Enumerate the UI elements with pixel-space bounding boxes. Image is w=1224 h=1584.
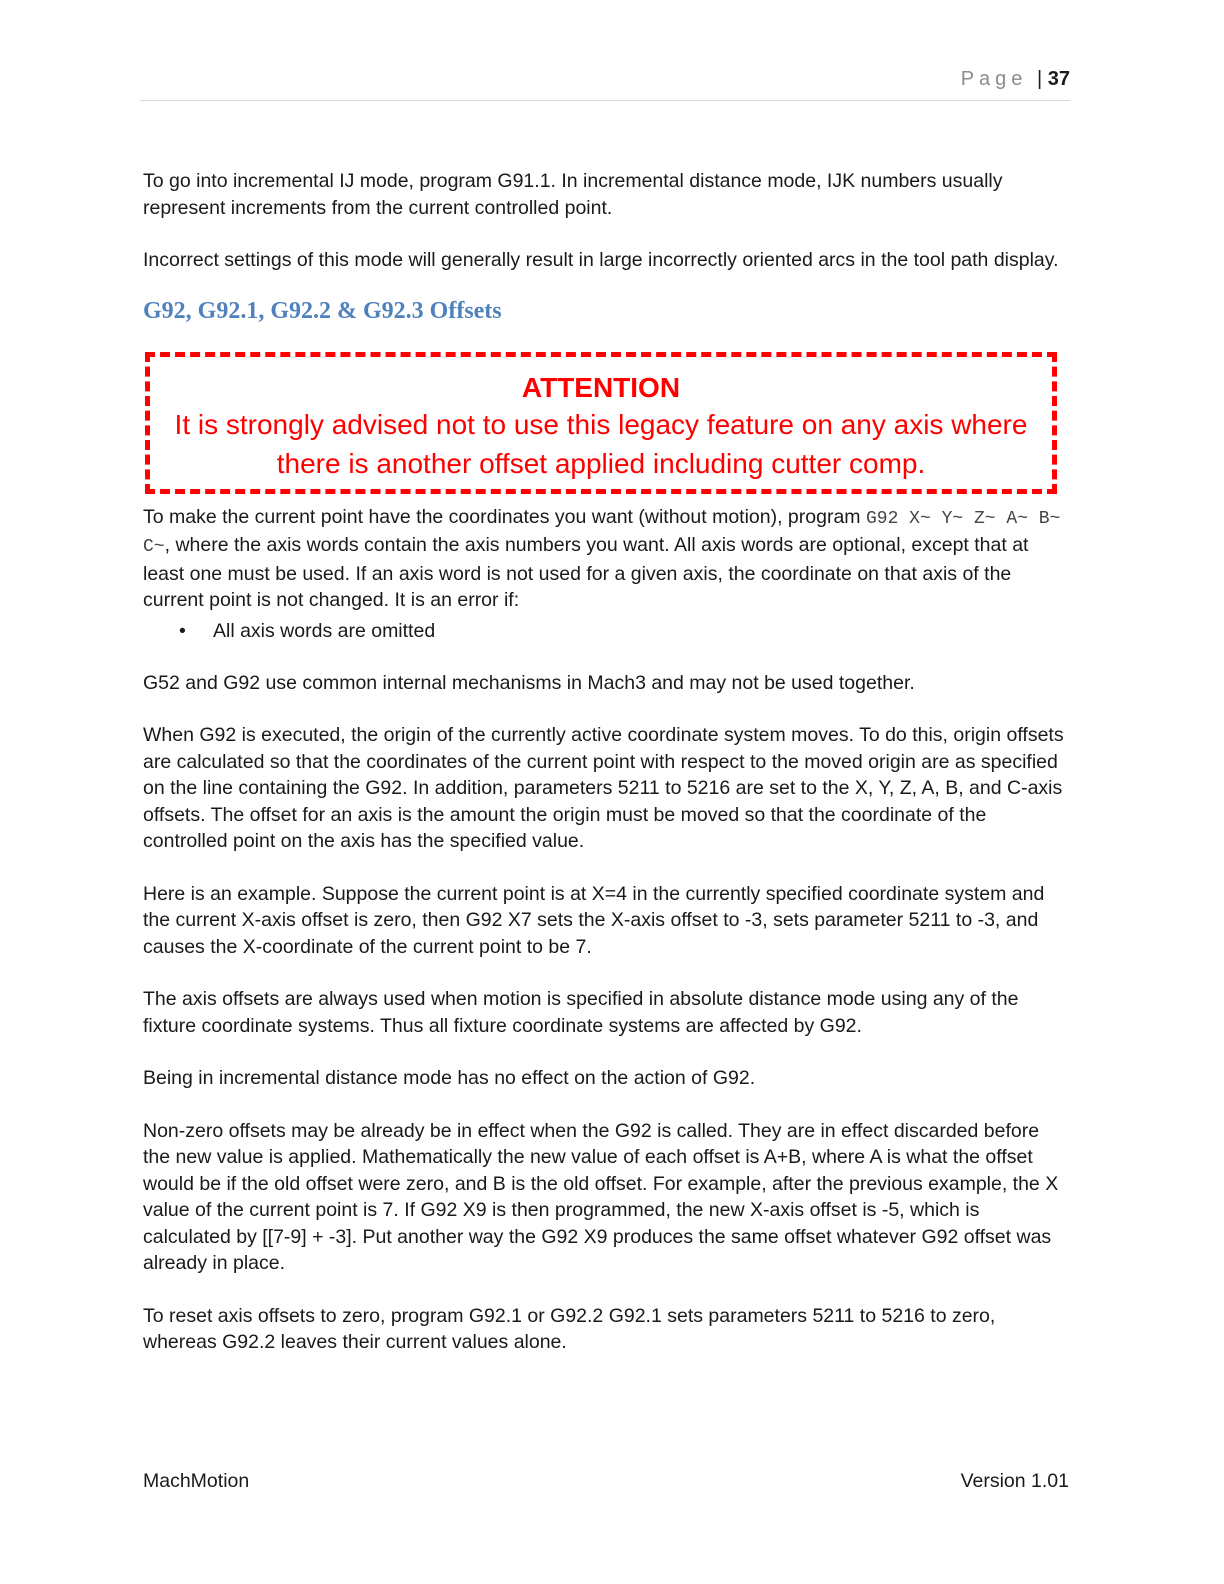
paragraph-g92-executed: When G92 is executed, the origin of the currently active coordinate system moves. To do this, origin offsets are calculated so that the coordinates of the current point with respect to the moved origin are as specified on the line containing the G92. In addition, parameters 5211 to 5216 are set to the X, Y, Z, A, B, and C-axis offsets. The offset for an axis is the amount the origin must be moved so that the coordinate of the controlled point on the axis has the specified value. — [143, 724, 1064, 852]
page-separator: | — [1036, 68, 1043, 90]
error-list — [143, 618, 1068, 644]
page-footer — [143, 1470, 1069, 1493]
page-header — [140, 68, 1070, 101]
paragraph-nonzero-offsets: Non-zero offsets may be already be in effect when the G92 is called. They are in effect discarded before the new value is applied. Mathematically the new value of each offset is A+B, where A is what the offset would be if the old offset were zero, and B is the old offset. For example, after the previous example, the X value of the current point is 7. If G92 X9 is then programmed, the new X-axis offset is -5, which is calculated by [[7-9] + -3]. Put another way the G92 X9 produces the same offset whatever G92 offset was already in place. — [143, 1119, 1059, 1274]
g92-code: G92 X~ Y~ Z~ A~ B~ C~ — [143, 508, 1061, 557]
footer-version: Version 1.01 — [960, 1470, 1069, 1492]
paragraph-incremental-mode: Being in incremental distance mode has no effect on the action of G92. — [143, 1067, 756, 1089]
page-number: 37 — [1047, 68, 1070, 90]
g92-usage-text-after: , where the axis words contain the axis numbers you want. All axis words are optional, except that at least one must be used. If an axis word is not used for a given axis, the coordinate on that axis of the current point is not changed. It is an error if: — [143, 534, 1029, 611]
paragraph-g92-usage — [143, 504, 1068, 614]
attention-title: ATTENTION — [521, 371, 681, 403]
footer-company: MachMotion — [143, 1470, 250, 1492]
attention-box — [145, 352, 1057, 494]
paragraph-reset-offsets: To reset axis offsets to zero, program G92.1 or G92.2 G92.1 sets parameters 5211 to 5216 to zero, whereas G92.2 leaves their current values alone. — [143, 1304, 996, 1353]
attention-body: It is strongly advised not to use this legacy feature on any axis where there is another offset applied including cutter comp. — [174, 408, 1028, 479]
list-item: • All axis words are omitted — [213, 618, 1068, 644]
g92-usage-text-before: To make the current point have the coordinates you want (without motion), program — [143, 505, 866, 528]
paragraph-axis-offsets: The axis offsets are always used when motion is specified in absolute distance mode using any of the fixture coordinate systems. Thus all fixture coordinate systems are affected by G92. — [143, 988, 1019, 1037]
paragraph-g52-g92: G52 and G92 use common internal mechanisms in Mach3 and may not be used together. — [143, 671, 915, 694]
paragraph-example: Here is an example. Suppose the current point is at X=4 in the currently specified coordinate system and the current X-axis offset is zero, then G92 X7 sets the X-axis offset to -3, sets parameter 5211 to -3, and causes the X-coordinate of the current point to be 7. — [143, 882, 1045, 958]
paragraph-incorrect-settings: Incorrect settings of this mode will generally result in large incorrectly oriented arcs in the tool path display. — [143, 249, 1059, 271]
page-label: Page — [960, 68, 1028, 90]
section-heading: G92, G92.1, G92.2 & G92.3 Offsets — [143, 297, 502, 324]
document-body — [143, 168, 1068, 1356]
paragraph-incremental-ij: To go into incremental IJ mode, program G91.1. In incremental distance mode, IJK numbers usually represent increments from the current controlled point. — [143, 170, 1003, 219]
